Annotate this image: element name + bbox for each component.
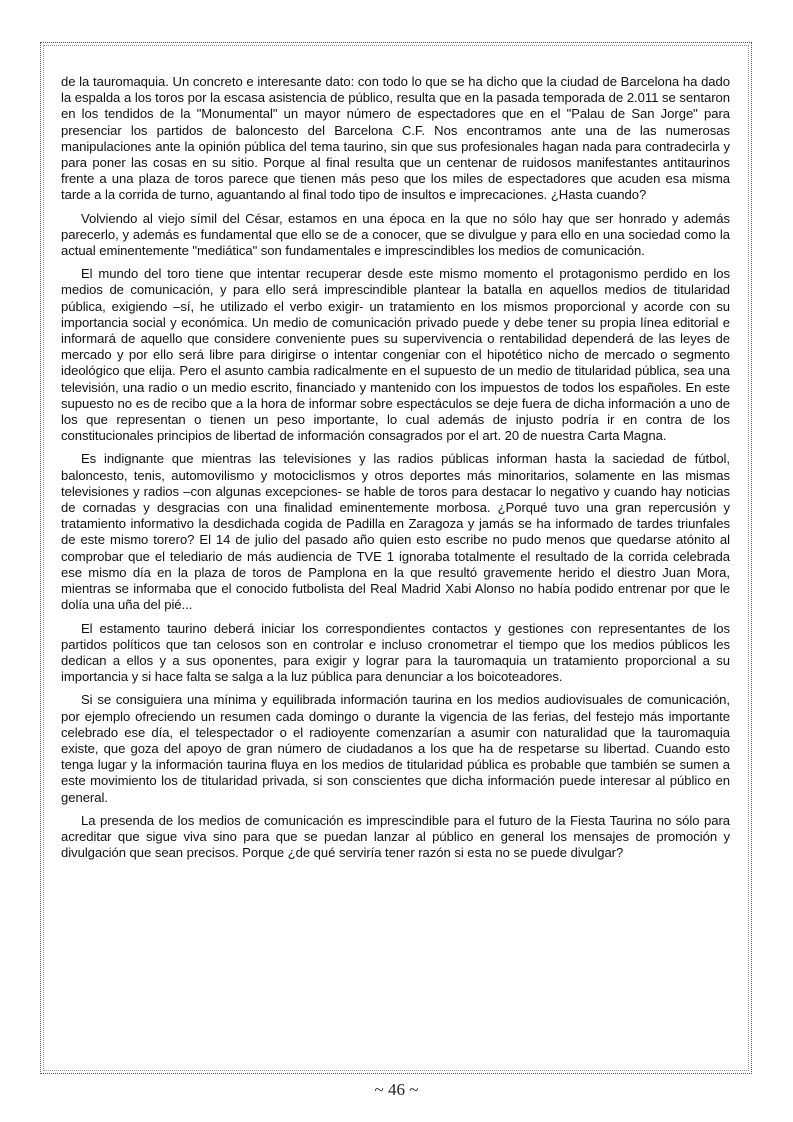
paragraph-5: El estamento taurino deberá iniciar los correspondientes contactos y gestiones con representantes de los partidos políticos que tan celosos son en controlar e incluso cronometrar el tiempo que los medios públicos les dedican a ellos y a sus oponentes, para exigir y lograr para la tauromaquia un tratamiento proporcional a su importancia y si hace falta se salga a la luz pública para denunciar a los boicoteadores. [61,620,730,685]
page-number: ~ 46 ~ [374,1080,419,1099]
body-text [61,74,730,868]
paragraph-7: La presenda de los medios de comunicación es imprescindible para el futuro de la Fiesta Taurina no sólo para acreditar que sigue viva sino para que se puedan lanzar al público en general los mensajes de promoción y divulgación que sean precisos. Porque ¿de qué serviría tener razón si esta no se puede divulgar? [61,812,730,861]
paragraph-6: Si se consiguiera una mínima y equilibrada información taurina en los medios audiovisuales de comunicación, por ejemplo ofreciendo un resumen cada domingo o durante la vigencia de las ferias, del festejo más importante celebrado ese día, el telespectador o el radioyente comenzarían a asumir con naturalidad que la tauromaquia existe, que goza del apoyo de gran número de ciudadanos a los que ha de respetarse su libertad. Cuando esto tenga lugar y la información taurina fluya en los medios de titularidad pública es probable que también se sumen a este movimiento los de titularidad privada, si son conscientes que dicha información puede interesar al público en general. [61,692,730,805]
paragraph-1: de la tauromaquia. Un concreto e interesante dato: con todo lo que se ha dicho que la ciudad de Barcelona ha dado la espalda a los toros por la escasa asistencia de público, resulta que en la pasada temporada de 2.011 se sentaron en los tendidos de la "Monumental" un mayor número de espectadores que en el "Palau de San Jorge" para presenciar los partidos de baloncesto del Barcelona C.F. Nos encontramos ante una de las numerosas manipulaciones ante la opinión pública del tema taurino, sin que sus profesionales hagan nada para contradecirla y para poner las cosas en su sitio. Porque al final resulta que un centenar de ruidosos manifestantes antitaurinos frente a una plaza de toros parece que tienen más peso que los miles de espectadores que acuden esa misma tarde a la corrida de turno, aguantando al final todo tipo de insultos e imprecaciones. ¿Hasta cuando? [61,74,730,203]
paragraph-2: Volviendo al viejo símil del César, estamos en una época en la que no sólo hay que ser honrado y además parecerlo, y además es fundamental que ello se de a conocer, que se divulgue y para ello en una sociedad como la actual eminentemente "mediática" son fundamentales e imprescindibles los medios de comunicación. [61,210,730,259]
paragraph-3: El mundo del toro tiene que intentar recuperar desde este mismo momento el protagonismo perdido en los medios de comunicación, y para ello será imprescindible plantear la batalla en aquellos medios de titularidad pública, exigiendo –sí, he utilizado el verbo exigir- un tratamiento en los mismos proporcional y acorde con su importancia social y económica. Un medio de comunicación privado puede y debe tener su propia línea editorial e informará de aquello que considere conveniente pues su supervivencia o rentabilidad dependerá de las leyes de mercado y por ello será libre para dirigirse o intentar congeniar con el hipotético nicho de mercado o segmento ideológico que elija. Pero el asunto cambia radicalmente en el supuesto de un medio de titularidad pública, sea una televisión, una radio o un medio escrito, financiado y mantenido con los impuestos de todos los españoles. En este supuesto no es de recibo que a la hora de informar sobre espectáculos se deje fuera de dicha información a uno de los que representan o tienen un peso importante, lo cual además de injusto podría ir en contra de los constitucionales principios de libertad de información consagrados por el art. 20 de nuestra Carta Magna. [61,266,730,444]
paragraph-4: Es indignante que mientras las televisiones y las radios públicas informan hasta la saciedad de fútbol, baloncesto, tenis, automovilismo y motociclismos y otros deportes más minoritarios, solamente en las mismas televisiones y radios –con algunas excepciones- se hable de toros para destacar lo negativo y cuando hay noticias de cornadas y desgracias con una finalidad eminentemente morbosa. ¿Porqué tuvo una gran repercusión y tratamiento informativo la desdichada cogida de Padilla en Zaragoza y jamás se ha informado de tardes triunfales de este mismo torero? El 14 de julio del pasado año quien esto escribe no pudo menos que quedarse atónito al comprobar que el telediario de más audiencia de TVE 1 ignoraba totalmente el resultado de la corrida celebrada ese mismo día en la plaza de toros de Pamplona en la que resultó gravemente herido el diestro Juan Mora, mientras se informaba que el conocido futbolista del Real Madrid Xabi Alonso no había podido entrenar por que le dolía una uña del pié... [61,451,730,613]
